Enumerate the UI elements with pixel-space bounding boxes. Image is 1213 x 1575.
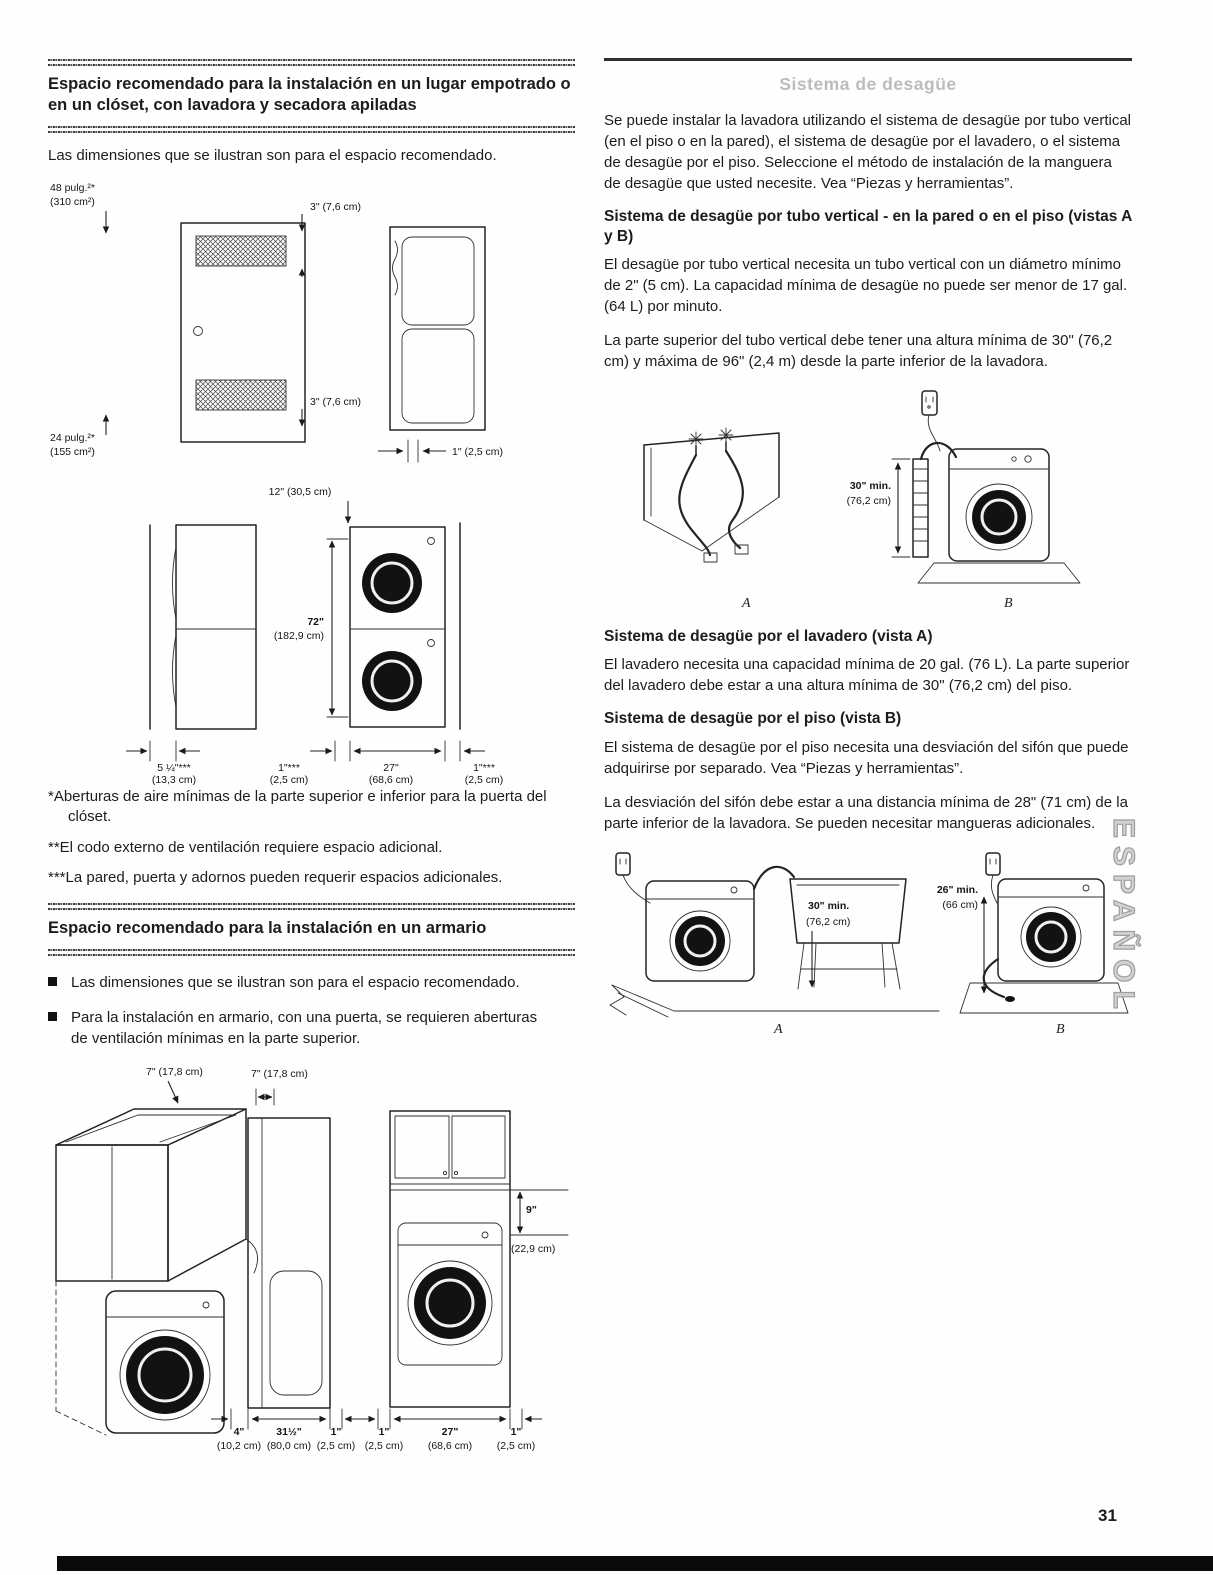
- dryer-control-knob-icon: [428, 538, 435, 545]
- drain-intro-paragraph: Se puede instalar la lavadora utilizando el sistema de desagüe por tubo vertical (en el piso o en la pared), el sistema de desagüe por el lavadero, o el sistema de desagüe por el piso. Seleccione el método de instalación de la manguera de desagüe que usted necesite. Vea “Piezas y herramientas”.: [604, 112, 1131, 192]
- wall-standpipe-view-a: [644, 428, 779, 611]
- cabinet-installation-diagram: [48, 1063, 575, 1461]
- drain-hose: [984, 959, 1004, 997]
- dim-label-shelf-gap-cm: (22,9 cm): [511, 1243, 556, 1256]
- dim-label-d6-in: 1": [510, 1426, 522, 1439]
- standpipe-paragraph-2: La parte superior del tubo vertical debe tener una altura mínima de 30" (76,2 cm) y máxima de 96" (2,4 m) desde la parte inferior de la lavadora.: [604, 332, 1113, 371]
- left-column: [48, 58, 575, 1463]
- dim-label-d4-cm: (2,5 cm): [364, 1440, 404, 1453]
- closet-door-diagram: [48, 179, 575, 479]
- washer-control-knob-icon: [203, 1302, 209, 1308]
- cabinet-door-right: [452, 1116, 505, 1178]
- page-number: 31: [1098, 1506, 1117, 1525]
- bottom-scan-bar: [57, 1556, 1213, 1571]
- dim-label-width-in: 27": [383, 762, 399, 775]
- washer-side-profile: [270, 1271, 322, 1395]
- dim-label-tub-height-cm: (76,2 cm): [806, 915, 851, 928]
- closet-intro-text: Las dimensiones que se ilustran son para el espacio recomendado.: [48, 147, 497, 165]
- square-bullet-icon: [48, 977, 57, 986]
- right-column: [604, 58, 1132, 1041]
- dim-label-depth-1: 7" (17,8 cm): [146, 1066, 203, 1079]
- power-outlet-icon: [922, 391, 937, 415]
- washer-illustration: [949, 449, 1049, 561]
- dim-label-gap1-in: 1"***: [278, 762, 300, 775]
- washer-illustration: [646, 881, 754, 981]
- floor-edge: [612, 985, 939, 1011]
- footnote-3: ***La pared, puerta y adornos pueden requerir espacios adicionales.: [48, 868, 503, 886]
- washer-front-view: [398, 1223, 502, 1365]
- door-handle-icon: [454, 1172, 457, 1175]
- bullet-item: [48, 972, 575, 993]
- standpipe-heading: Sistema de desagüe por tubo vertical - en la pared o en el piso (vistas A y B): [604, 208, 1132, 246]
- dim-label-d2-cm: (80,0 cm): [266, 1440, 312, 1453]
- view-a-label: A: [742, 596, 751, 612]
- washer-control-knob-icon: [428, 640, 435, 647]
- dim-label-side-gap: 1" (2,5 cm): [452, 446, 503, 459]
- door-knob-icon: [194, 327, 203, 336]
- dim-label-depth-2: 7" (17,8 cm): [251, 1068, 308, 1081]
- stacked-pair-diagram: [48, 483, 575, 785]
- dim-label-d6-cm: (2,5 cm): [496, 1440, 536, 1453]
- closet-door-front-view: [181, 223, 305, 442]
- floor-platform: [960, 983, 1128, 1013]
- laundry-tub-heading: Sistema de desagüe por el lavadero (vista A): [604, 628, 933, 646]
- dim-label-height-cm: (182,9 cm): [273, 630, 324, 643]
- dim-label-d5-cm: (68,6 cm): [427, 1440, 473, 1453]
- washer-illustration: [998, 879, 1104, 981]
- dim-label-top-vent-area: 48 pulg.²*: [50, 182, 95, 195]
- cabinet-door-left: [395, 1116, 449, 1178]
- washer-control-knob-icon: [482, 1232, 488, 1238]
- bullet-text: Las dimensiones que se ilustran son para el espacio recomendado.: [71, 974, 520, 992]
- drain-hose-squiggle: [393, 241, 398, 295]
- washer-standpipe-view-b: [847, 391, 1080, 611]
- washer-door-icon: [972, 490, 1026, 544]
- floor-drain-heading: Sistema de desagüe por el piso (vista B): [604, 710, 902, 728]
- dim-label-shelf-gap-in: 9": [526, 1204, 537, 1217]
- dim-label-gap-bottom: 3" (7,6 cm): [310, 396, 361, 409]
- floor-platform: [918, 563, 1080, 583]
- tub-floor-drain-diagram: [604, 847, 1132, 1039]
- washer-control-knob-icon: [1012, 457, 1016, 461]
- dim-label-floor-drain-in: 26" min.: [936, 883, 978, 896]
- cabinet-side-view: [248, 1118, 330, 1408]
- fill-hose: [726, 451, 743, 548]
- standpipe-paragraph-1: El desagüe por tubo vertical necesita un tubo vertical con un diámetro mínimo de 2" (5 cm). La capacidad mínima de desagüe no puede ser menor de 17 gal. (64 L) por minuto.: [604, 256, 1128, 316]
- standpipe-icon: [913, 459, 928, 557]
- view-b-label: B: [1056, 1021, 1065, 1037]
- decorative-rule: [48, 902, 575, 910]
- door-handle-icon: [443, 1172, 446, 1175]
- bullet-text: Para la instalación en armario, con una puerta, se requieren aberturas de ventilación mínimas en la parte superior.: [71, 1009, 538, 1048]
- section-header-closet: [48, 58, 575, 133]
- closet-section-title: Espacio recomendado para la instalación en un lugar empotrado o en un clóset, con lavadora y secadora apiladas: [48, 75, 571, 115]
- laundry-tub-paragraph: El lavadero necesita una capacidad mínima de 20 gal. (76 L). La parte superior del lavadero debe estar a una altura mínima de 30" (76,2 cm) del piso.: [604, 656, 1130, 695]
- fill-hose: [679, 455, 710, 555]
- bottom-vent-grille: [196, 380, 286, 410]
- dim-label-d1-cm: (10,2 cm): [216, 1440, 262, 1453]
- washer-control-knob-icon: [731, 887, 737, 893]
- dim-label-bottom-vent-area: 24 pulg.²*: [50, 432, 95, 445]
- dim-label-standpipe-height-cm: (76,2 cm): [846, 495, 891, 508]
- cabinet-section-title: Espacio recomendado para la instalación en un armario: [48, 919, 487, 938]
- stacked-pair-side-view: [173, 525, 257, 729]
- decorative-rule: [48, 948, 575, 956]
- footnote-2: **El codo externo de ventilación requiere espacio adicional.: [48, 838, 443, 856]
- dim-label-top-clearance: 12" (30,5 cm): [268, 486, 332, 499]
- decorative-rule: [48, 58, 575, 66]
- washer-door-icon: [1026, 912, 1076, 962]
- power-outlet-icon: [616, 853, 630, 875]
- dim-label-left-gap-cm: (13,3 cm): [151, 774, 197, 786]
- dim-label-gap1-cm: (2,5 cm): [269, 774, 309, 786]
- top-vent-grille: [196, 236, 286, 266]
- standpipe-drain-diagram: [604, 385, 1132, 617]
- dim-label-d4-in: 1": [378, 1426, 390, 1439]
- washer-under-cabinet: [106, 1291, 224, 1433]
- power-outlet-icon: [986, 853, 1000, 875]
- washer-door-icon: [675, 916, 725, 966]
- dim-label-d2-in: 31½": [276, 1426, 302, 1439]
- view-b-label: B: [1004, 596, 1013, 612]
- drain-hose: [754, 866, 794, 888]
- dim-label-gap2-cm: (2,5 cm): [464, 774, 504, 786]
- washer-door-icon: [414, 1267, 486, 1339]
- floor-drain-icon: [1005, 996, 1015, 1002]
- dim-label-left-gap-in: 5 ¼"***: [157, 762, 191, 775]
- drain-system-title: Sistema de desagüe: [779, 74, 957, 94]
- dim-label-standpipe-height-in: 30" min.: [849, 480, 891, 493]
- dim-label-top-vent-area-cm: (310 cm²): [50, 196, 95, 209]
- footnote-1: *Aberturas de aire mínimas de la parte superior e inferior para la puerta del clóset.: [48, 788, 547, 826]
- floor-drain-paragraph-1: El sistema de desagüe por el piso necesita una desviación del sifón que puede adquirirse por separado. Vea “Piezas y herramientas”.: [604, 738, 1129, 777]
- bullet-item: [48, 1007, 575, 1049]
- stacked-pair-front-view: [350, 527, 445, 727]
- square-bullet-icon: [48, 1012, 57, 1021]
- dim-label-width-cm: (68,6 cm): [368, 774, 414, 786]
- power-cord: [991, 875, 997, 903]
- decorative-rule: [48, 125, 575, 133]
- section-header-cabinet: [48, 902, 575, 956]
- dim-label-tub-height-in: 30" min.: [808, 899, 850, 912]
- cabinet-perspective-view: [56, 1109, 258, 1435]
- dim-label-height-in: 72": [307, 616, 324, 629]
- view-a-label: A: [774, 1021, 783, 1037]
- floor-drain-view-b: [937, 853, 1128, 1037]
- laundry-tub-view-a: [610, 853, 939, 1037]
- dim-label-d1-in: 4": [233, 1426, 245, 1439]
- dim-label-d5-in: 27": [441, 1426, 459, 1439]
- washer-control-knob-icon: [1025, 456, 1031, 462]
- dim-label-bottom-vent-area-cm: (155 cm²): [50, 446, 95, 459]
- cabinet-front-view: [390, 1111, 510, 1407]
- faucet-icon: [719, 428, 733, 451]
- page-edge-watermark: ESPAÑOL: [1107, 818, 1140, 1017]
- faucet-icon: [689, 432, 703, 455]
- dim-label-gap-top: 3" (7,6 cm): [310, 201, 361, 214]
- floor-drain-paragraph-2: La desviación del sifón debe estar a una distancia mínima de 28" (71 cm) de la parte inferior de la lavadora. Se pueden necesitar mangueras adicionales.: [604, 793, 1128, 832]
- closet-side-view: [390, 227, 485, 430]
- dim-label-d3-cm: (2,5 cm): [316, 1440, 356, 1453]
- column-rule: [604, 58, 1132, 61]
- dim-label-floor-drain-cm: (66 cm): [942, 898, 978, 911]
- washer-control-knob-icon: [1083, 885, 1089, 891]
- dim-label-gap2-in: 1"***: [473, 762, 495, 775]
- dim-label-d3-in: 1": [330, 1426, 342, 1439]
